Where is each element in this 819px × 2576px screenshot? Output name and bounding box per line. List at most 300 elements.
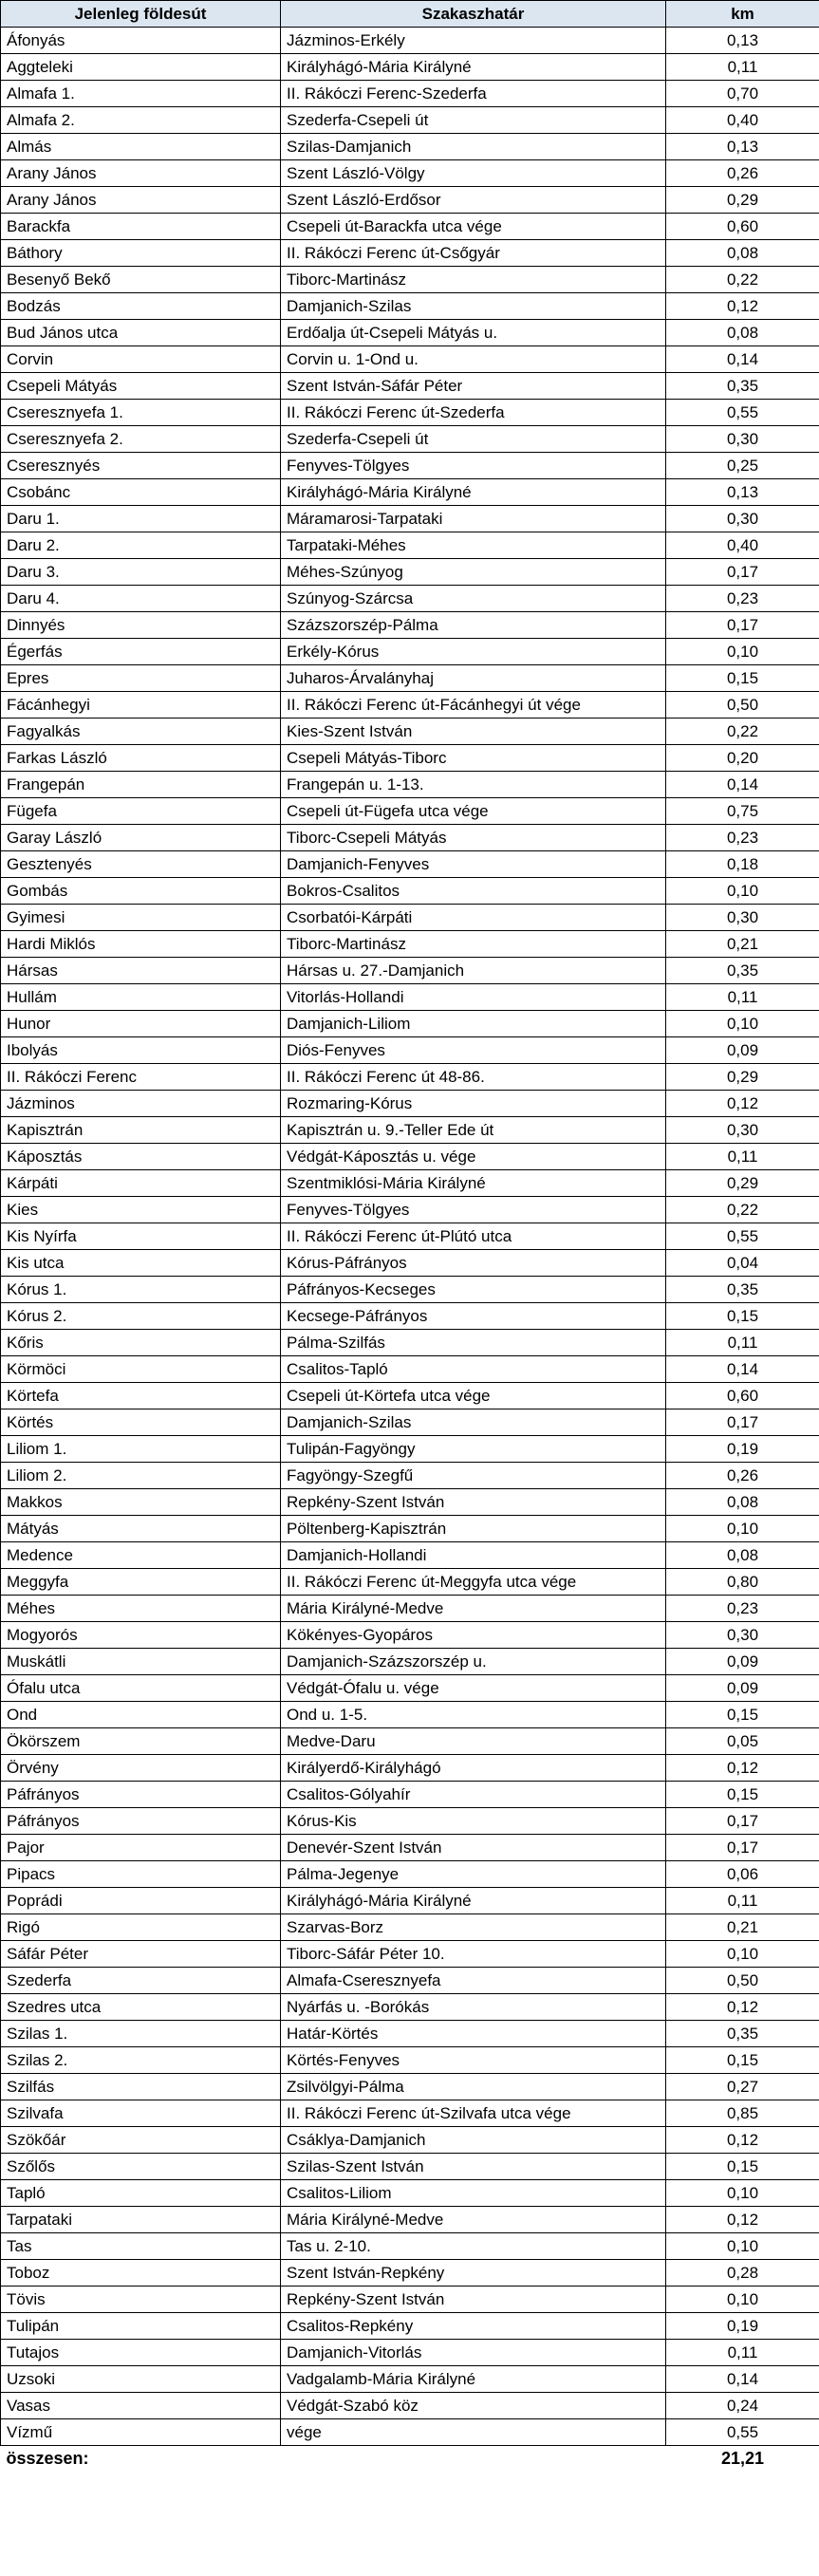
table-row [1, 107, 819, 134]
km-cell: 0,60 [666, 1383, 819, 1409]
km-cell: 0,08 [666, 1542, 819, 1569]
km-cell: 0,35 [666, 1277, 819, 1303]
street-cell: Kis utca [1, 1250, 281, 1277]
section-cell: Körtés-Fenyves [281, 2047, 666, 2074]
table-row [1, 293, 819, 320]
street-cell: Gyimesi [1, 905, 281, 931]
street-cell: Tapló [1, 2180, 281, 2207]
km-cell: 0,24 [666, 2393, 819, 2419]
street-cell: Kapisztrán [1, 1117, 281, 1144]
km-cell: 0,19 [666, 2313, 819, 2340]
section-cell: Pálma-Szilfás [281, 1330, 666, 1356]
table-row [1, 1808, 819, 1835]
street-cell: Kórus 1. [1, 1277, 281, 1303]
section-cell: Repkény-Szent István [281, 2287, 666, 2313]
km-cell: 0,30 [666, 905, 819, 931]
km-cell: 0,50 [666, 1968, 819, 1994]
section-cell: Vitorlás-Hollandi [281, 984, 666, 1011]
section-cell: Védgát-Káposztás u. vége [281, 1144, 666, 1170]
section-cell: II. Rákóczi Ferenc út 48-86. [281, 1064, 666, 1091]
km-cell: 0,23 [666, 825, 819, 851]
table-row [1, 1011, 819, 1037]
km-cell: 0,11 [666, 1144, 819, 1170]
km-cell: 0,11 [666, 984, 819, 1011]
table-row [1, 1064, 819, 1091]
km-cell: 0,14 [666, 2366, 819, 2393]
section-cell: Vadgalamb-Mária Királyné [281, 2366, 666, 2393]
section-cell: Pöltenberg-Kapisztrán [281, 1516, 666, 1542]
table-row [1, 400, 819, 426]
section-cell: Damjanich-Hollandi [281, 1542, 666, 1569]
table-row [1, 134, 819, 160]
street-cell: Besenyő Bekő [1, 267, 281, 293]
section-cell: Medve-Daru [281, 1728, 666, 1755]
street-cell: Aggteleki [1, 54, 281, 81]
section-cell: Szilas-Szent István [281, 2154, 666, 2180]
street-cell: Barackfa [1, 214, 281, 240]
km-cell: 0,22 [666, 1197, 819, 1223]
section-cell: Méhes-Szúnyog [281, 559, 666, 586]
table-row [1, 559, 819, 586]
section-cell: Bokros-Csalitos [281, 878, 666, 905]
street-cell: Rigó [1, 1914, 281, 1941]
table-row [1, 1569, 819, 1596]
street-cell: Kies [1, 1197, 281, 1223]
table-row [1, 2154, 819, 2180]
table-row [1, 2021, 819, 2047]
table-row [1, 1622, 819, 1649]
street-cell: Garay László [1, 825, 281, 851]
table-row [1, 1755, 819, 1782]
km-cell: 0,10 [666, 2180, 819, 2207]
section-cell: Százszorszép-Pálma [281, 612, 666, 639]
table-row [1, 2100, 819, 2127]
street-cell: Hunor [1, 1011, 281, 1037]
section-cell: Tiborc-Martinász [281, 267, 666, 293]
section-cell: II. Rákóczi Ferenc-Szederfa [281, 81, 666, 107]
street-cell: Corvin [1, 346, 281, 373]
section-cell: Nyárfás u. -Borókás [281, 1994, 666, 2021]
street-cell: Cseresznyefa 1. [1, 400, 281, 426]
street-cell: Csobánc [1, 479, 281, 506]
street-cell: Liliom 1. [1, 1436, 281, 1463]
table-row [1, 586, 819, 612]
street-cell: Örvény [1, 1755, 281, 1782]
table-row [1, 1330, 819, 1356]
table-row [1, 905, 819, 931]
table-row [1, 984, 819, 1011]
street-cell: Uzsoki [1, 2366, 281, 2393]
km-cell: 0,09 [666, 1675, 819, 1702]
km-cell: 0,15 [666, 1303, 819, 1330]
section-cell: Rozmaring-Kórus [281, 1091, 666, 1117]
table-row [1, 267, 819, 293]
street-cell: Gesztenyés [1, 851, 281, 878]
table-row [1, 479, 819, 506]
section-cell: Védgát-Szabó köz [281, 2393, 666, 2419]
section-cell: Csalitos-Repkény [281, 2313, 666, 2340]
street-cell: Ibolyás [1, 1037, 281, 1064]
street-cell: Daru 1. [1, 506, 281, 532]
section-cell: Csepeli Mátyás-Tiborc [281, 745, 666, 772]
street-cell: Fácánhegyi [1, 692, 281, 719]
section-cell: Páfrányos-Kecseges [281, 1277, 666, 1303]
table-row [1, 1091, 819, 1117]
km-cell: 0,30 [666, 1117, 819, 1144]
street-cell: Szederfa [1, 1968, 281, 1994]
street-cell: Dinnyés [1, 612, 281, 639]
table-row [1, 878, 819, 905]
table-row [1, 2260, 819, 2287]
street-cell: Farkas László [1, 745, 281, 772]
street-cell: Páfrányos [1, 1808, 281, 1835]
km-cell: 0,10 [666, 1516, 819, 1542]
street-cell: Daru 2. [1, 532, 281, 559]
section-cell: Fenyves-Tölgyes [281, 453, 666, 479]
table-row [1, 1277, 819, 1303]
street-cell: Égerfás [1, 639, 281, 665]
km-cell: 0,15 [666, 1702, 819, 1728]
street-cell: Szedres utca [1, 1994, 281, 2021]
section-cell: Pálma-Jegenye [281, 1861, 666, 1888]
street-cell: Almás [1, 134, 281, 160]
km-cell: 0,17 [666, 559, 819, 586]
km-cell: 0,12 [666, 1994, 819, 2021]
section-cell: Hársas u. 27.-Damjanich [281, 958, 666, 984]
section-cell: Fenyves-Tölgyes [281, 1197, 666, 1223]
km-cell: 0,23 [666, 1596, 819, 1622]
section-cell: Erdőalja út-Csepeli Mátyás u. [281, 320, 666, 346]
km-cell: 0,29 [666, 1064, 819, 1091]
km-cell: 0,55 [666, 400, 819, 426]
section-cell: Kecsege-Páfrányos [281, 1303, 666, 1330]
table-row [1, 2127, 819, 2154]
street-cell: Bud János utca [1, 320, 281, 346]
km-cell: 0,11 [666, 2340, 819, 2366]
table-row [1, 1728, 819, 1755]
table-row [1, 1436, 819, 1463]
km-cell: 0,13 [666, 479, 819, 506]
section-cell: Határ-Körtés [281, 2021, 666, 2047]
street-cell: Gombás [1, 878, 281, 905]
street-cell: Almafa 1. [1, 81, 281, 107]
table-row [1, 1303, 819, 1330]
table-row [1, 1914, 819, 1941]
km-cell: 0,09 [666, 1037, 819, 1064]
section-cell: Királyhágó-Mária Királyné [281, 54, 666, 81]
table-row [1, 160, 819, 187]
header-street: Jelenleg földesút [1, 1, 281, 28]
table-row [1, 240, 819, 267]
street-cell: Szilvafa [1, 2100, 281, 2127]
section-cell: Ond u. 1-5. [281, 1702, 666, 1728]
street-cell: Jázminos [1, 1091, 281, 1117]
km-cell: 0,10 [666, 1941, 819, 1968]
table-row [1, 1835, 819, 1861]
street-cell: Sáfár Péter [1, 1941, 281, 1968]
km-cell: 0,25 [666, 453, 819, 479]
table-row [1, 1250, 819, 1277]
km-cell: 0,12 [666, 1091, 819, 1117]
table-row [1, 665, 819, 692]
table-row [1, 1489, 819, 1516]
km-cell: 0,11 [666, 1888, 819, 1914]
table-row [1, 1782, 819, 1808]
section-cell: Kies-Szent István [281, 719, 666, 745]
section-cell: Diós-Fenyves [281, 1037, 666, 1064]
km-cell: 0,17 [666, 1409, 819, 1436]
table-row [1, 1463, 819, 1489]
table-row [1, 1542, 819, 1569]
street-cell: Frangepán [1, 772, 281, 798]
km-cell: 0,29 [666, 187, 819, 214]
street-cell: Kis Nyírfa [1, 1223, 281, 1250]
table-row [1, 2180, 819, 2207]
km-cell: 0,12 [666, 1755, 819, 1782]
table-row [1, 2340, 819, 2366]
km-cell: 0,15 [666, 2154, 819, 2180]
section-cell: Szent László-Erdősor [281, 187, 666, 214]
section-cell: Tiborc-Martinász [281, 931, 666, 958]
table-row [1, 958, 819, 984]
km-cell: 0,14 [666, 772, 819, 798]
table-row [1, 2233, 819, 2260]
table-row [1, 453, 819, 479]
km-cell: 0,30 [666, 506, 819, 532]
section-cell: Frangepán u. 1-13. [281, 772, 666, 798]
km-cell: 0,15 [666, 2047, 819, 2074]
street-cell: Áfonyás [1, 28, 281, 54]
km-cell: 0,20 [666, 745, 819, 772]
section-cell: Damjanich-Vitorlás [281, 2340, 666, 2366]
section-cell: Repkény-Szent István [281, 1489, 666, 1516]
table-row [1, 1861, 819, 1888]
total-label: összesen: [6, 2449, 89, 2469]
street-cell: Liliom 2. [1, 1463, 281, 1489]
km-cell: 0,27 [666, 2074, 819, 2100]
km-cell: 0,10 [666, 878, 819, 905]
km-cell: 0,18 [666, 851, 819, 878]
km-cell: 0,80 [666, 1569, 819, 1596]
km-cell: 0,50 [666, 692, 819, 719]
section-cell: Tiborc-Csepeli Mátyás [281, 825, 666, 851]
km-cell: 0,23 [666, 586, 819, 612]
table-row [1, 1223, 819, 1250]
km-cell: 0,12 [666, 293, 819, 320]
street-cell: Vasas [1, 2393, 281, 2419]
km-cell: 0,55 [666, 2419, 819, 2446]
table-row [1, 1117, 819, 1144]
street-cell: Daru 4. [1, 586, 281, 612]
table-row [1, 2207, 819, 2233]
street-cell: Poprádi [1, 1888, 281, 1914]
street-cell: Arany János [1, 187, 281, 214]
section-cell: Juharos-Árvalányhaj [281, 665, 666, 692]
section-cell: Királyhágó-Mária Királyné [281, 479, 666, 506]
table-row [1, 2287, 819, 2313]
section-cell: Kórus-Páfrányos [281, 1250, 666, 1277]
km-cell: 0,10 [666, 639, 819, 665]
section-cell: Csepeli út-Körtefa utca vége [281, 1383, 666, 1409]
table-row [1, 2047, 819, 2074]
section-cell: Tas u. 2-10. [281, 2233, 666, 2260]
street-cell: Körtefa [1, 1383, 281, 1409]
table-row [1, 1675, 819, 1702]
street-cell: Toboz [1, 2260, 281, 2287]
section-cell: II. Rákóczi Ferenc út-Szilvafa utca vége [281, 2100, 666, 2127]
street-cell: Tutajos [1, 2340, 281, 2366]
section-cell: II. Rákóczi Ferenc út-Szederfa [281, 400, 666, 426]
street-cell: Méhes [1, 1596, 281, 1622]
section-cell: Szarvas-Borz [281, 1914, 666, 1941]
km-cell: 0,70 [666, 81, 819, 107]
table-row [1, 2419, 819, 2446]
street-cell: Pajor [1, 1835, 281, 1861]
section-cell: Szederfa-Csepeli út [281, 426, 666, 453]
section-cell: II. Rákóczi Ferenc út-Meggyfa utca vége [281, 1569, 666, 1596]
table-row [1, 1649, 819, 1675]
km-cell: 0,14 [666, 346, 819, 373]
section-cell: Damjanich-Szilas [281, 1409, 666, 1436]
section-cell: Csáklya-Damjanich [281, 2127, 666, 2154]
street-cell: Hullám [1, 984, 281, 1011]
section-cell: Csalitos-Tapló [281, 1356, 666, 1383]
table-row [1, 320, 819, 346]
table-row [1, 506, 819, 532]
total-value: 21,21 [720, 2449, 765, 2469]
table-row [1, 798, 819, 825]
km-cell: 0,12 [666, 2207, 819, 2233]
table-row [1, 28, 819, 54]
km-cell: 0,55 [666, 1223, 819, 1250]
km-cell: 0,15 [666, 665, 819, 692]
street-cell: Hardi Miklós [1, 931, 281, 958]
table-row [1, 1197, 819, 1223]
street-cell: Tas [1, 2233, 281, 2260]
section-cell: Tiborc-Sáfár Péter 10. [281, 1941, 666, 1968]
street-cell: Arany János [1, 160, 281, 187]
section-cell: Zsilvölgyi-Pálma [281, 2074, 666, 2100]
street-cell: Páfrányos [1, 1782, 281, 1808]
section-cell: Szilas-Damjanich [281, 134, 666, 160]
section-cell: Almafa-Cseresznyefa [281, 1968, 666, 1994]
km-cell: 0,08 [666, 240, 819, 267]
section-cell: Corvin u. 1-Ond u. [281, 346, 666, 373]
street-cell: Epres [1, 665, 281, 692]
header-section: Szakaszhatár [281, 1, 666, 28]
km-cell: 0,60 [666, 214, 819, 240]
section-cell: Csepeli út-Fügefa utca vége [281, 798, 666, 825]
km-cell: 0,15 [666, 1782, 819, 1808]
km-cell: 0,30 [666, 426, 819, 453]
table-row [1, 187, 819, 214]
km-cell: 0,26 [666, 160, 819, 187]
street-cell: Daru 3. [1, 559, 281, 586]
street-cell: Ófalu utca [1, 1675, 281, 1702]
km-cell: 0,28 [666, 2260, 819, 2287]
km-cell: 0,35 [666, 373, 819, 400]
street-cell: Kőris [1, 1330, 281, 1356]
street-cell: Muskátli [1, 1649, 281, 1675]
section-cell: Csalitos-Gólyahír [281, 1782, 666, 1808]
street-cell: Bodzás [1, 293, 281, 320]
table-row [1, 639, 819, 665]
street-cell: II. Rákóczi Ferenc [1, 1064, 281, 1091]
km-cell: 0,21 [666, 1914, 819, 1941]
street-cell: Körmöci [1, 1356, 281, 1383]
section-cell: Kökényes-Gyopáros [281, 1622, 666, 1649]
street-cell: Ökörszem [1, 1728, 281, 1755]
table-row [1, 1702, 819, 1728]
table-row [1, 532, 819, 559]
section-cell: Máramarosi-Tarpataki [281, 506, 666, 532]
street-cell: Tarpataki [1, 2207, 281, 2233]
street-cell: Fagyalkás [1, 719, 281, 745]
street-cell: Fügefa [1, 798, 281, 825]
table-row [1, 1144, 819, 1170]
km-cell: 0,29 [666, 1170, 819, 1197]
section-cell: Fagyöngy-Szegfű [281, 1463, 666, 1489]
km-cell: 0,35 [666, 958, 819, 984]
street-cell: Ond [1, 1702, 281, 1728]
table-row [1, 1888, 819, 1914]
section-cell: Királyhágó-Mária Királyné [281, 1888, 666, 1914]
table-row [1, 1409, 819, 1436]
table-row [1, 772, 819, 798]
km-cell: 0,08 [666, 1489, 819, 1516]
street-cell: Cseresznyés [1, 453, 281, 479]
street-cell: Cseresznyefa 2. [1, 426, 281, 453]
section-cell: Denevér-Szent István [281, 1835, 666, 1861]
section-cell: Szederfa-Csepeli út [281, 107, 666, 134]
table-row [1, 426, 819, 453]
km-cell: 0,30 [666, 1622, 819, 1649]
section-cell: II. Rákóczi Ferenc út-Plútó utca [281, 1223, 666, 1250]
section-cell: Szent László-Völgy [281, 160, 666, 187]
section-cell: Mária Királyné-Medve [281, 2207, 666, 2233]
table-row [1, 1994, 819, 2021]
km-cell: 0,40 [666, 532, 819, 559]
table-row [1, 1037, 819, 1064]
section-cell: Tulipán-Fagyöngy [281, 1436, 666, 1463]
section-cell: Kapisztrán u. 9.-Teller Ede út [281, 1117, 666, 1144]
section-cell: II. Rákóczi Ferenc út-Csőgyár [281, 240, 666, 267]
section-cell: Csorbatói-Kárpáti [281, 905, 666, 931]
table-row [1, 1968, 819, 1994]
table-row [1, 1383, 819, 1409]
section-cell: Jázminos-Erkély [281, 28, 666, 54]
street-cell: Szilas 1. [1, 2021, 281, 2047]
km-cell: 0,75 [666, 798, 819, 825]
street-cell: Almafa 2. [1, 107, 281, 134]
street-cell: Kárpáti [1, 1170, 281, 1197]
table-row [1, 1941, 819, 1968]
table-row [1, 851, 819, 878]
km-cell: 0,13 [666, 28, 819, 54]
section-cell: Védgát-Ófalu u. vége [281, 1675, 666, 1702]
km-cell: 0,40 [666, 107, 819, 134]
table-row [1, 81, 819, 107]
km-cell: 0,04 [666, 1250, 819, 1277]
street-cell: Kórus 2. [1, 1303, 281, 1330]
street-cell: Hársas [1, 958, 281, 984]
km-cell: 0,12 [666, 2127, 819, 2154]
table-row [1, 719, 819, 745]
km-cell: 0,22 [666, 267, 819, 293]
street-cell: Mogyorós [1, 1622, 281, 1649]
street-cell: Makkos [1, 1489, 281, 1516]
section-cell: vége [281, 2419, 666, 2446]
